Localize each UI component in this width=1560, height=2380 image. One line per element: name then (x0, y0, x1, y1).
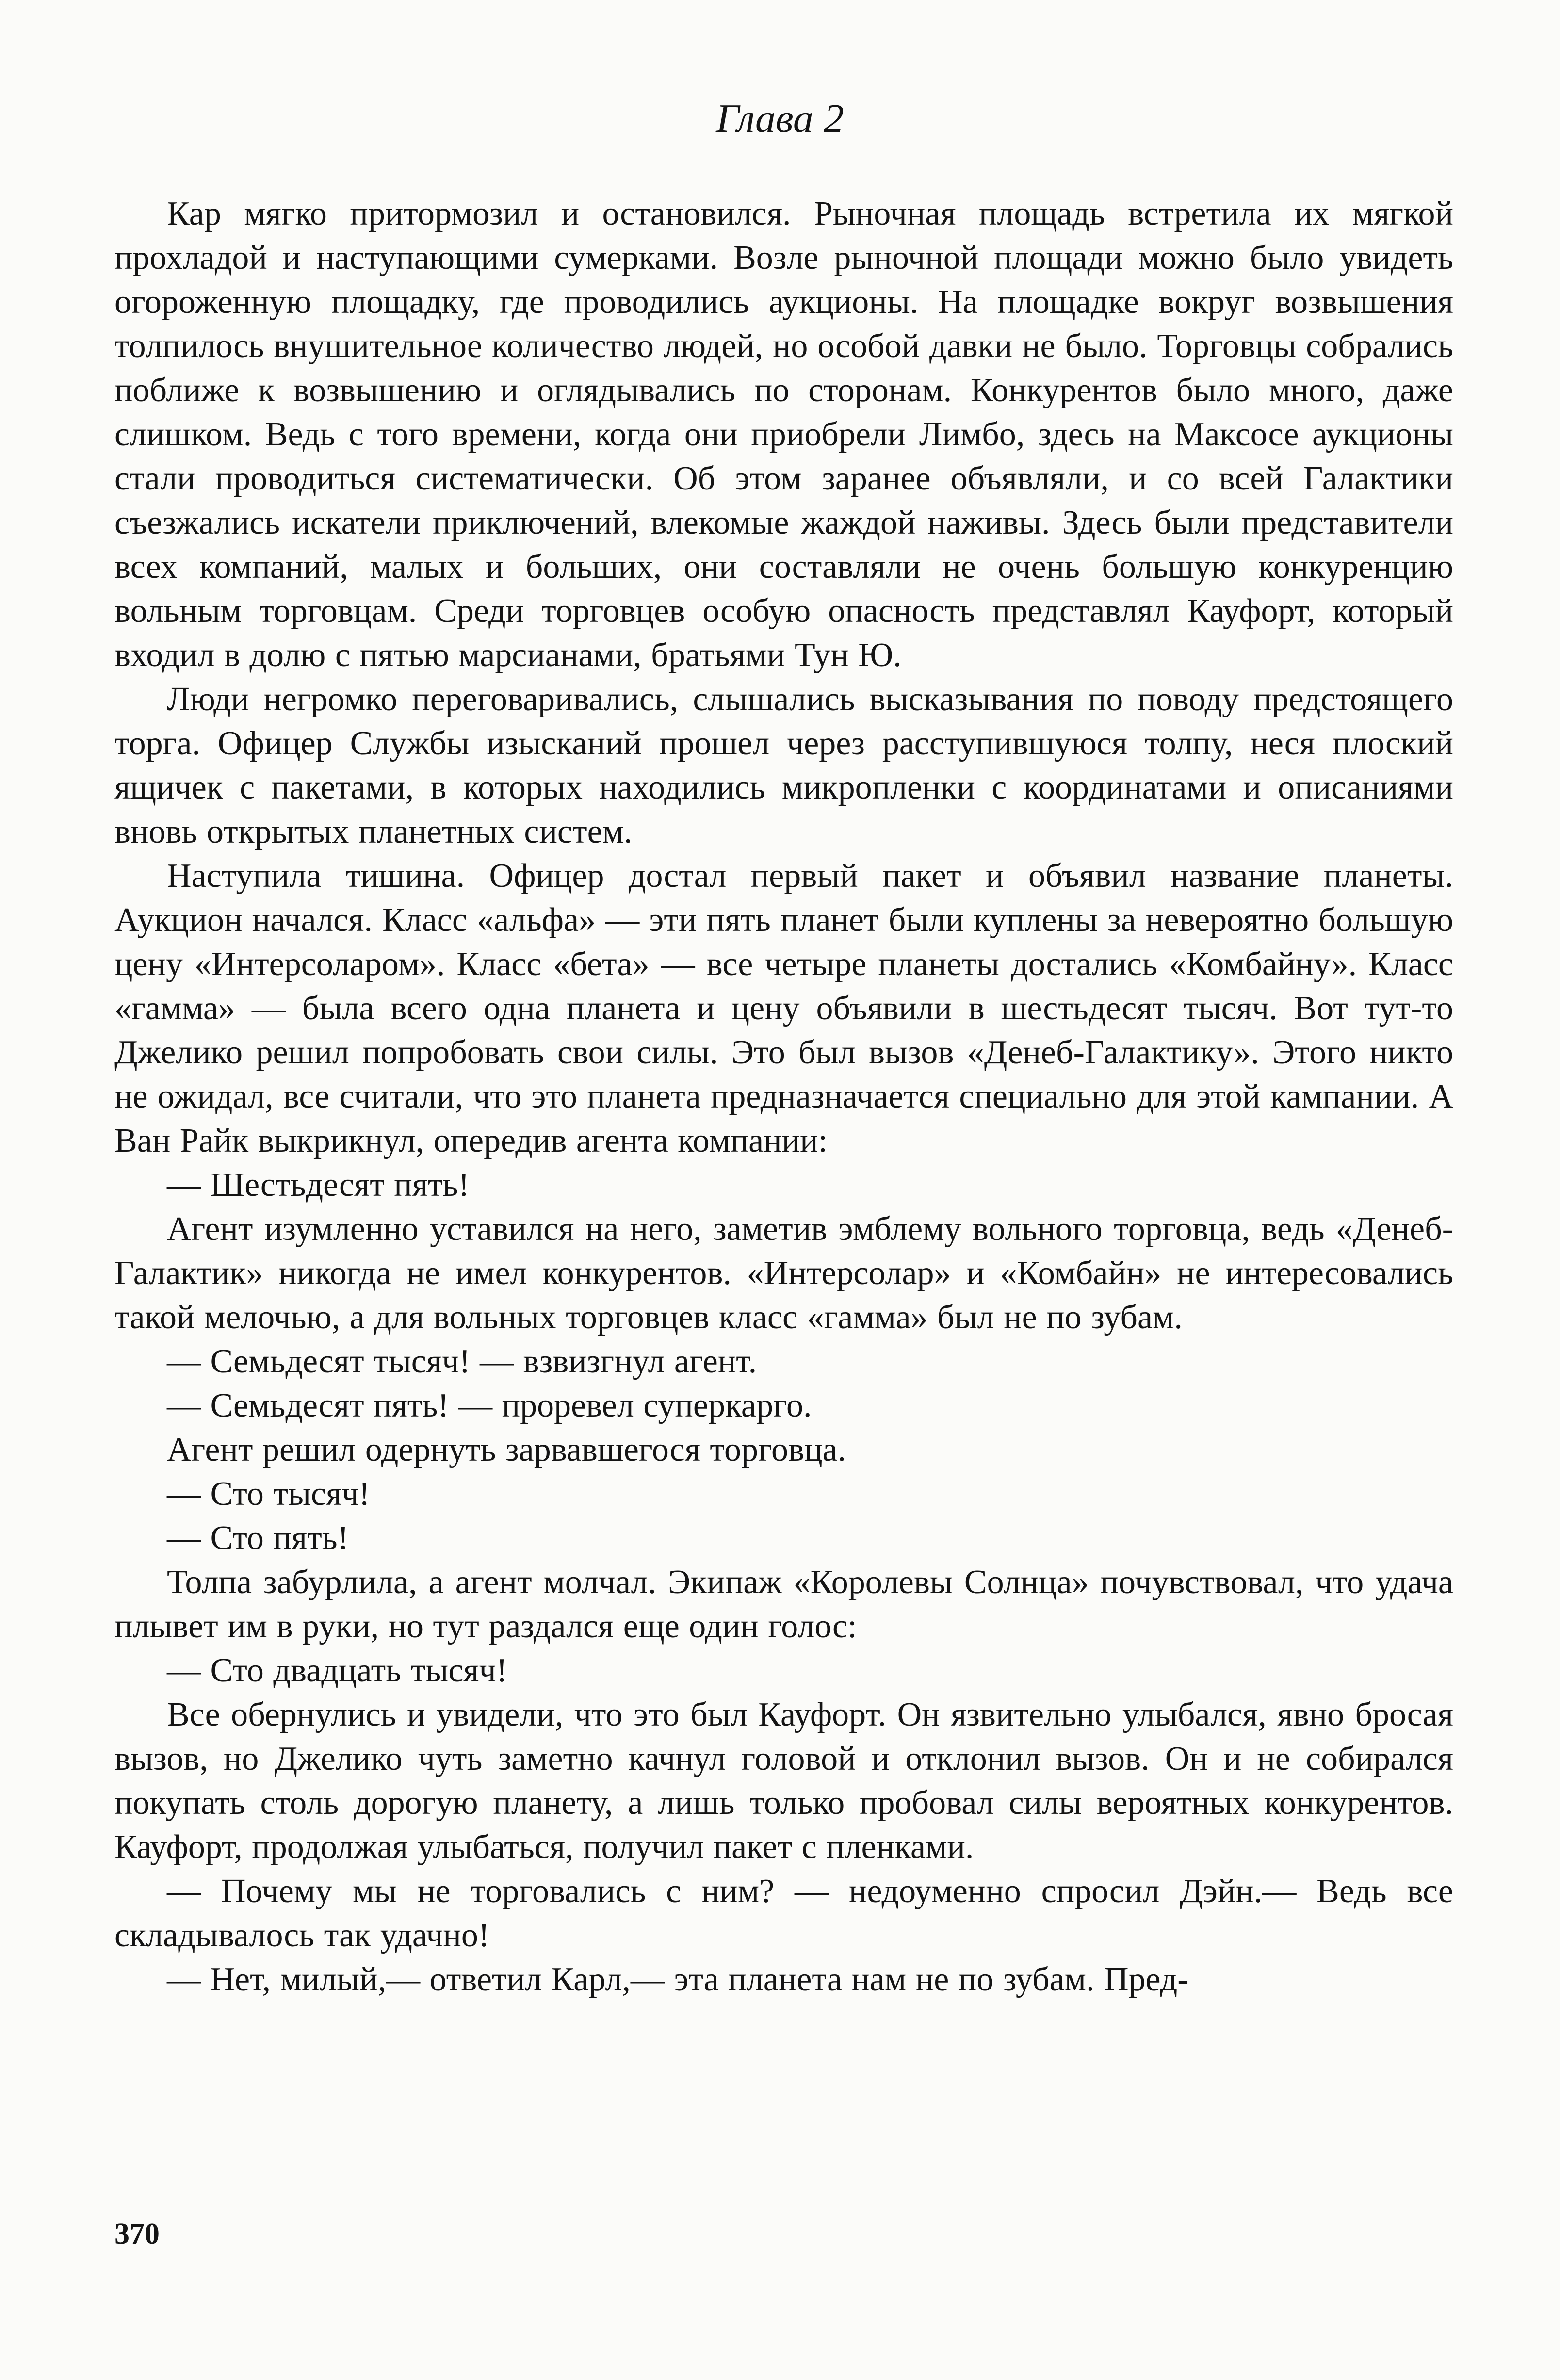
paragraph: Агент решил одернуть зарвавшегося торговца. (167, 1431, 846, 1468)
paragraph: Кар мягко притормозил и остановился. Рыночная площадь встретила их мягкой прохладой и наступающими сумерками. Возле рыночной площади можно было увидеть огороженную площадку, где проводились аукционы. На площадке вокруг возвышения толпилось внушительное количество людей, но особой давки не было. Торговцы собрались поближе к возвышению и оглядывались по сторонам. Конкурентов было много, даже слишком. Ведь с того времени, когда они приобрели Лимбо, здесь на Максосе аукционы стали проводиться систематически. Об этом заранее объявляли, и со всей Галактики съезжались искатели приключений, влекомые жаждой наживы. Здесь были представители всех компаний, малых и больших, они составляли не очень большую конкуренцию вольным торговцам. Среди торговцев особую опасность представлял Кауфорт, который входил в долю с пятью марсианами, братьями Тун Ю. (114, 195, 1453, 674)
paragraph: Люди негромко переговаривались, слышались высказывания по поводу предстоящего торга. Офицер Службы изысканий прошел через расступившуюся толпу, неся плоский ящичек с пакетами, в которых находились микропленки с координатами и описаниями вновь открытых планетных систем. (114, 681, 1453, 850)
paragraph: Толпа забурлила, а агент молчал. Экипаж «Королевы Солнца» почувствовал, что удача плывет им в руки, но тут раздался еще один голос: (114, 1564, 1453, 1645)
paragraph: Наступила тишина. Офицер достал первый пакет и объявил название планеты. Аукцион начался. Класс «альфа» — эти пять планет были куплены за невероятно большую цену «Интерсоларом». Класс «бета» — все четыре планеты достались «Комбайну». Класс «гамма» — была всего одна планета и цену объявили в шестьдесят тысяч. Вот тут-то Джелико решил попробовать свои силы. Это был вызов «Денеб-Галактику». Этого никто не ожидал, все считали, что это планета предназначается специально для этой кампании. А Ван Райк выкрикнул, опередив агента компании: (114, 857, 1453, 1159)
page-number: 370 (114, 2217, 160, 2250)
dialogue-line: — Почему мы не торговались с ним? — недоуменно спросил Дэйн.— Ведь все складывалось так удачно! (114, 1873, 1453, 1954)
dialogue-line: — Шестьдесят пять! (167, 1166, 470, 1204)
page-body (114, 192, 1453, 2002)
dialogue-line: — Сто двадцать тысяч! (167, 1652, 508, 1689)
dialogue-line: — Семьдесят тысяч! — взвизгнул агент. (167, 1343, 757, 1380)
dialogue-line: — Нет, милый,— ответил Карл,— эта планета нам не по зубам. Пред- (167, 1961, 1189, 1998)
dialogue-line: — Семьдесят пять! — проревел суперкарго. (167, 1387, 812, 1424)
chapter-title: Глава 2 (716, 96, 844, 141)
paragraph: Все обернулись и увидели, что это был Кауфорт. Он язвительно улыбался, явно бросая вызов, но Джелико чуть заметно качнул головой и отклонил вызов. Он и не собирался покупать столь дорогую планету, а лишь только пробовал силы вероятных конкурентов. Кауфорт, продолжая улыбаться, получил пакет с пленками. (114, 1696, 1453, 1866)
dialogue-line: — Сто тысяч! (167, 1475, 370, 1513)
dialogue-line: — Сто пять! (167, 1519, 349, 1557)
paragraph: Агент изумленно уставился на него, заметив эмблему вольного торговца, ведь «Денеб-Галактик» никогда не имел конкурентов. «Интерсолар» и «Комбайн» не интересовались такой мелочью, а для вольных торговцев класс «гамма» был не по зубам. (114, 1210, 1453, 1336)
